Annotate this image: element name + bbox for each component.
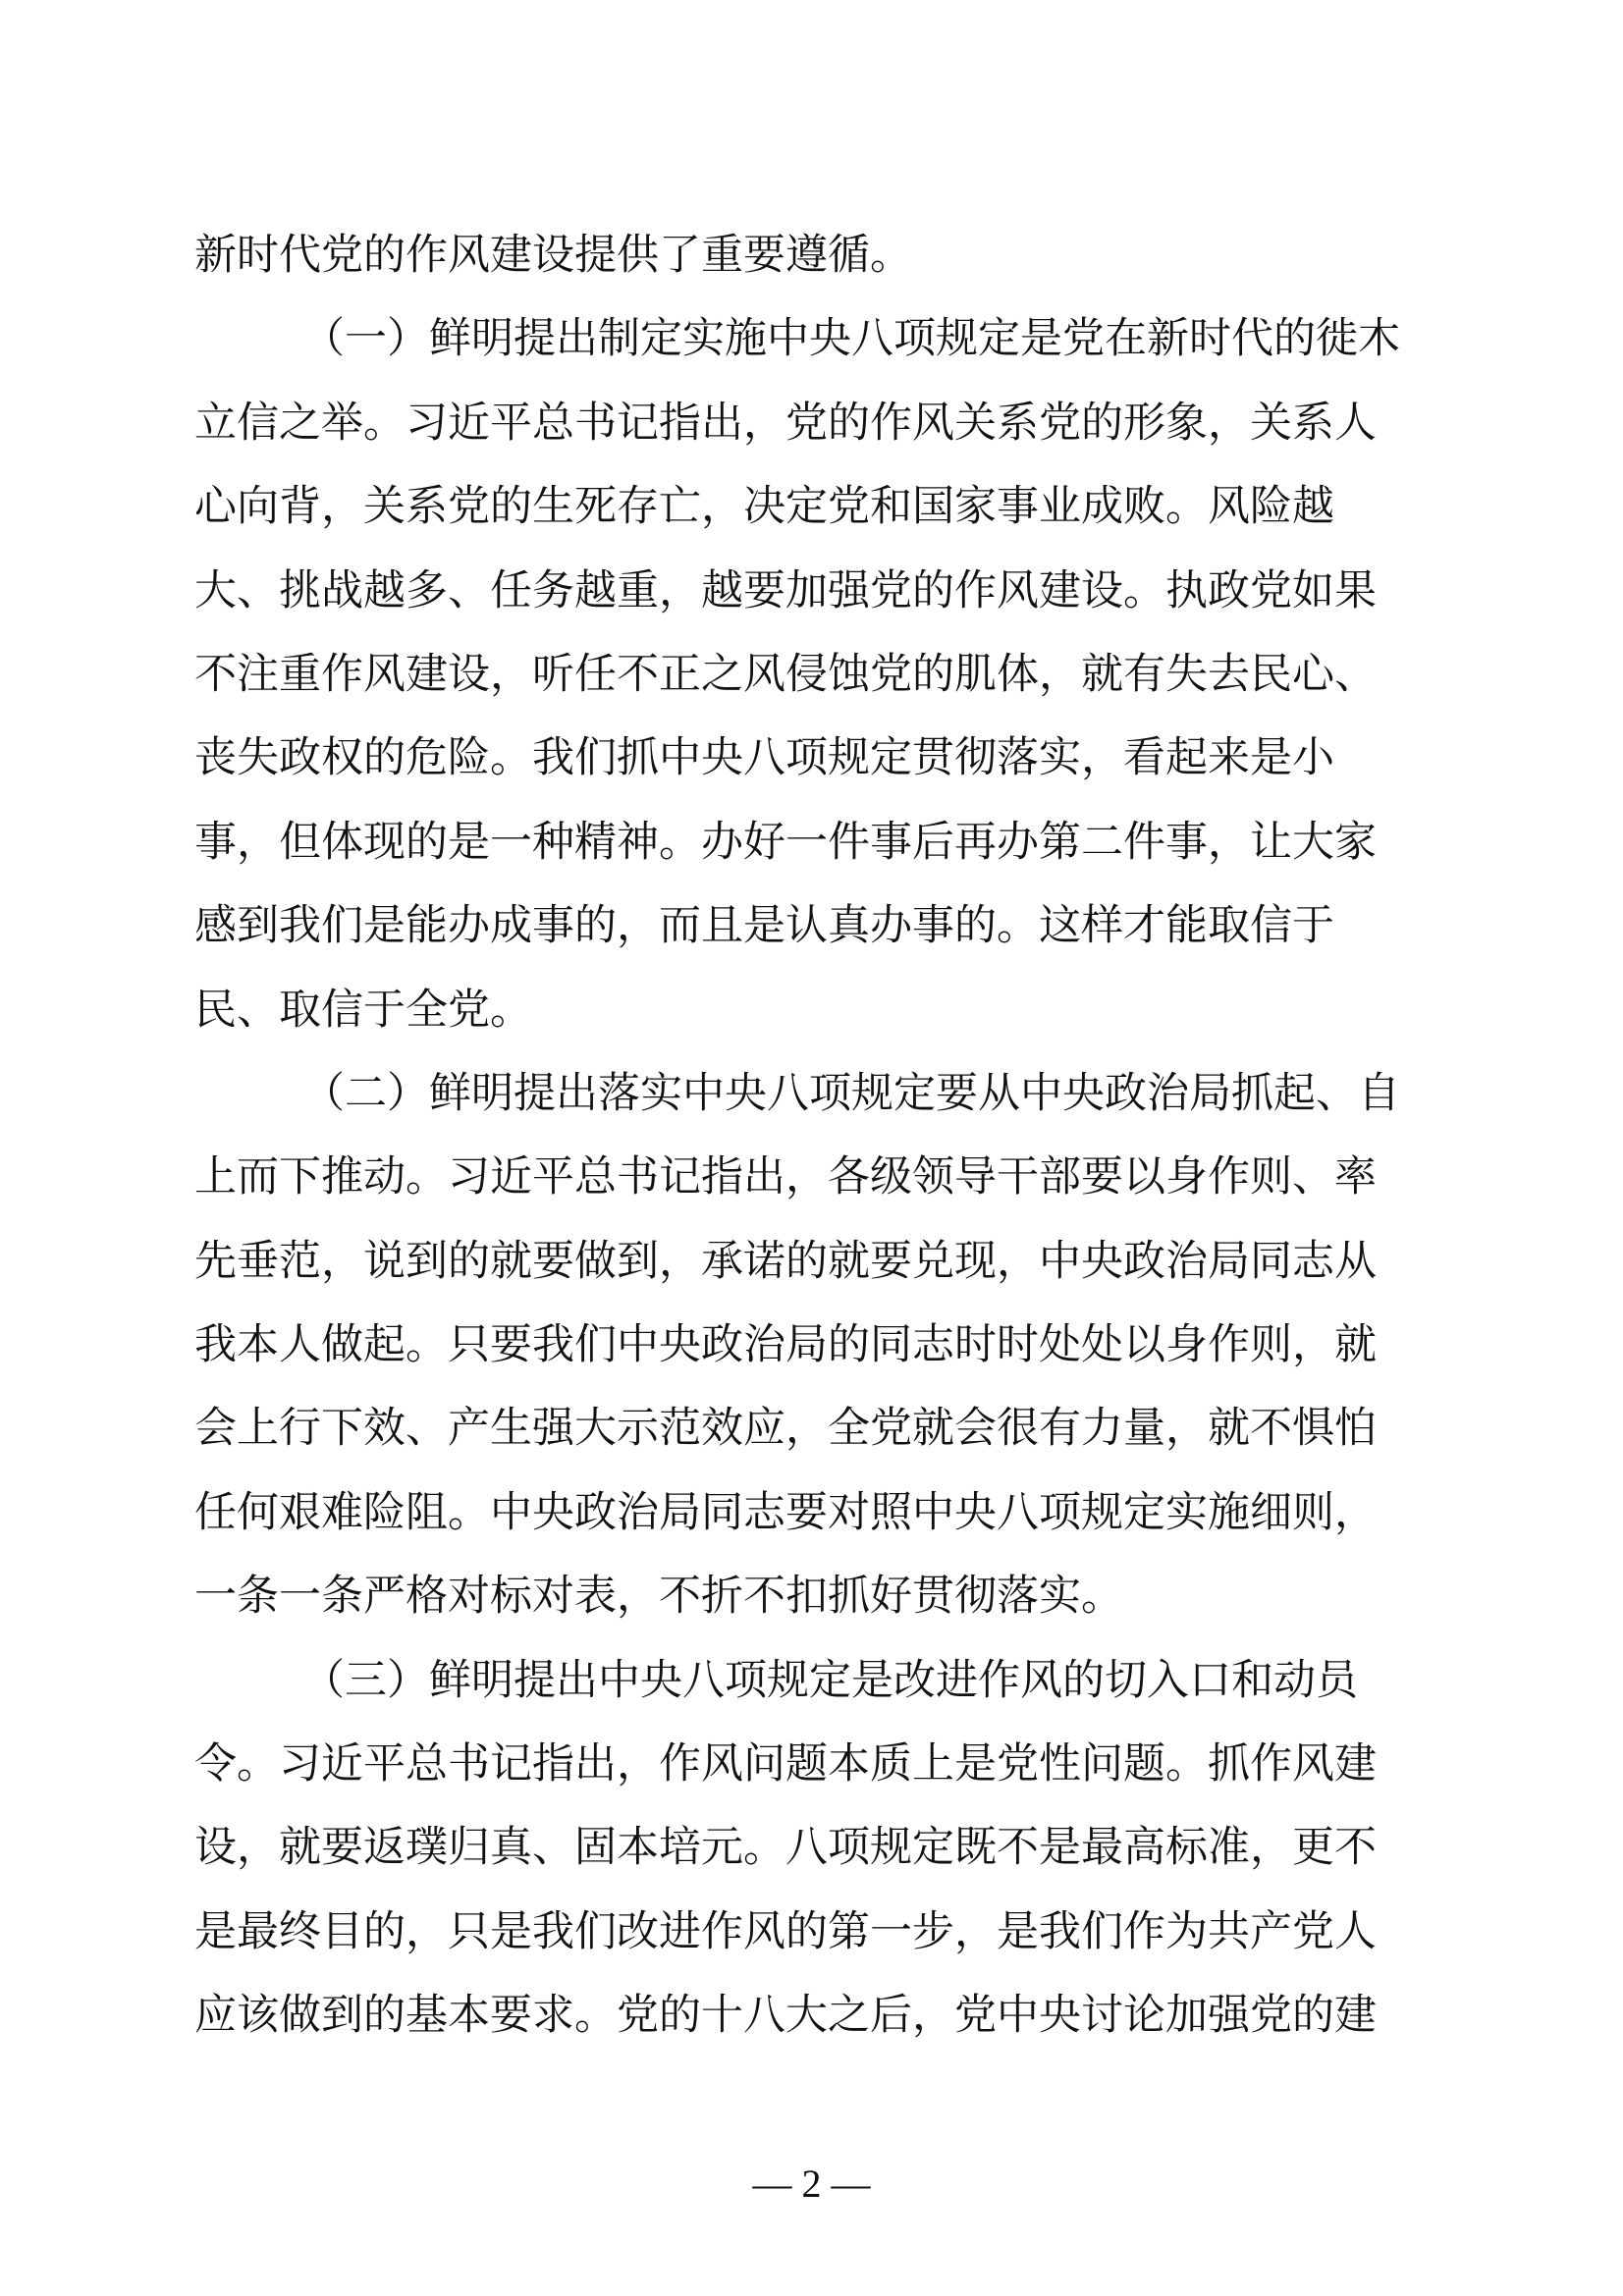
text-line: 我本人做起。只要我们中央政治局的同志时时处处以身作则，就 bbox=[194, 1320, 1377, 1370]
text-line: 感到我们是能办成事的，而且是认真办事的。这样才能取信于 bbox=[194, 901, 1334, 951]
text-line: 丧失政权的危险。我们抓中央八项规定贯彻落实，看起来是小 bbox=[194, 733, 1334, 783]
text-line: 一条一条严格对标对表，不折不扣抓好贯彻落实。 bbox=[194, 1572, 1123, 1622]
text-line: 不注重作风建设，听任不正之风侵蚀党的肌体，就有失去民心、 bbox=[194, 649, 1377, 699]
page-number: — 2 — bbox=[752, 2162, 871, 2206]
text-line: 任何艰难险阻。中央政治局同志要对照中央八项规定实施细则， bbox=[194, 1487, 1377, 1537]
text-line: 事，但体现的是一种精神。办好一件事后再办第二件事，让大家 bbox=[194, 817, 1377, 867]
text-line: 会上行下效、产生强大示范效应，全党就会很有力量，就不惧怕 bbox=[194, 1404, 1377, 1454]
text-line: （三）鲜明提出中央八项规定是改进作风的切入口和动员 bbox=[302, 1655, 1358, 1705]
body-text bbox=[194, 214, 1432, 2058]
text-line: 心向背，关系党的生死存亡，决定党和国家事业成败。风险越 bbox=[194, 482, 1334, 532]
text-line: 民、取信于全党。 bbox=[194, 985, 532, 1035]
text-line: （一）鲜明提出制定实施中央八项规定是党在新时代的徙木 bbox=[302, 314, 1400, 364]
text-line: 是最终目的，只是我们改进作风的第一步，是我们作为共产党人 bbox=[194, 1906, 1377, 1956]
text-line: 应该做到的基本要求。党的十八大之后，党中央讨论加强党的建 bbox=[194, 1991, 1377, 2041]
text-line: 大、挑战越多、任务越重，越要加强党的作风建设。执政党如果 bbox=[194, 565, 1377, 615]
text-line: 设，就要返璞归真、固本培元。八项规定既不是最高标准，更不 bbox=[194, 1823, 1377, 1873]
text-line: 新时代党的作风建设提供了重要遵循。 bbox=[194, 231, 912, 280]
text-line: 先垂范，说到的就要做到，承诺的就要兑现，中央政治局同志从 bbox=[194, 1236, 1377, 1286]
text-line: （二）鲜明提出落实中央八项规定要从中央政治局抓起、自 bbox=[302, 1068, 1400, 1118]
text-line: 立信之举。习近平总书记指出，党的作风关系党的形象，关系人 bbox=[194, 398, 1377, 448]
text-line: 令。习近平总书记指出，作风问题本质上是党性问题。抓作风建 bbox=[194, 1739, 1377, 1789]
text-line: 上而下推动。习近平总书记指出，各级领导干部要以身作则、率 bbox=[194, 1152, 1377, 1202]
